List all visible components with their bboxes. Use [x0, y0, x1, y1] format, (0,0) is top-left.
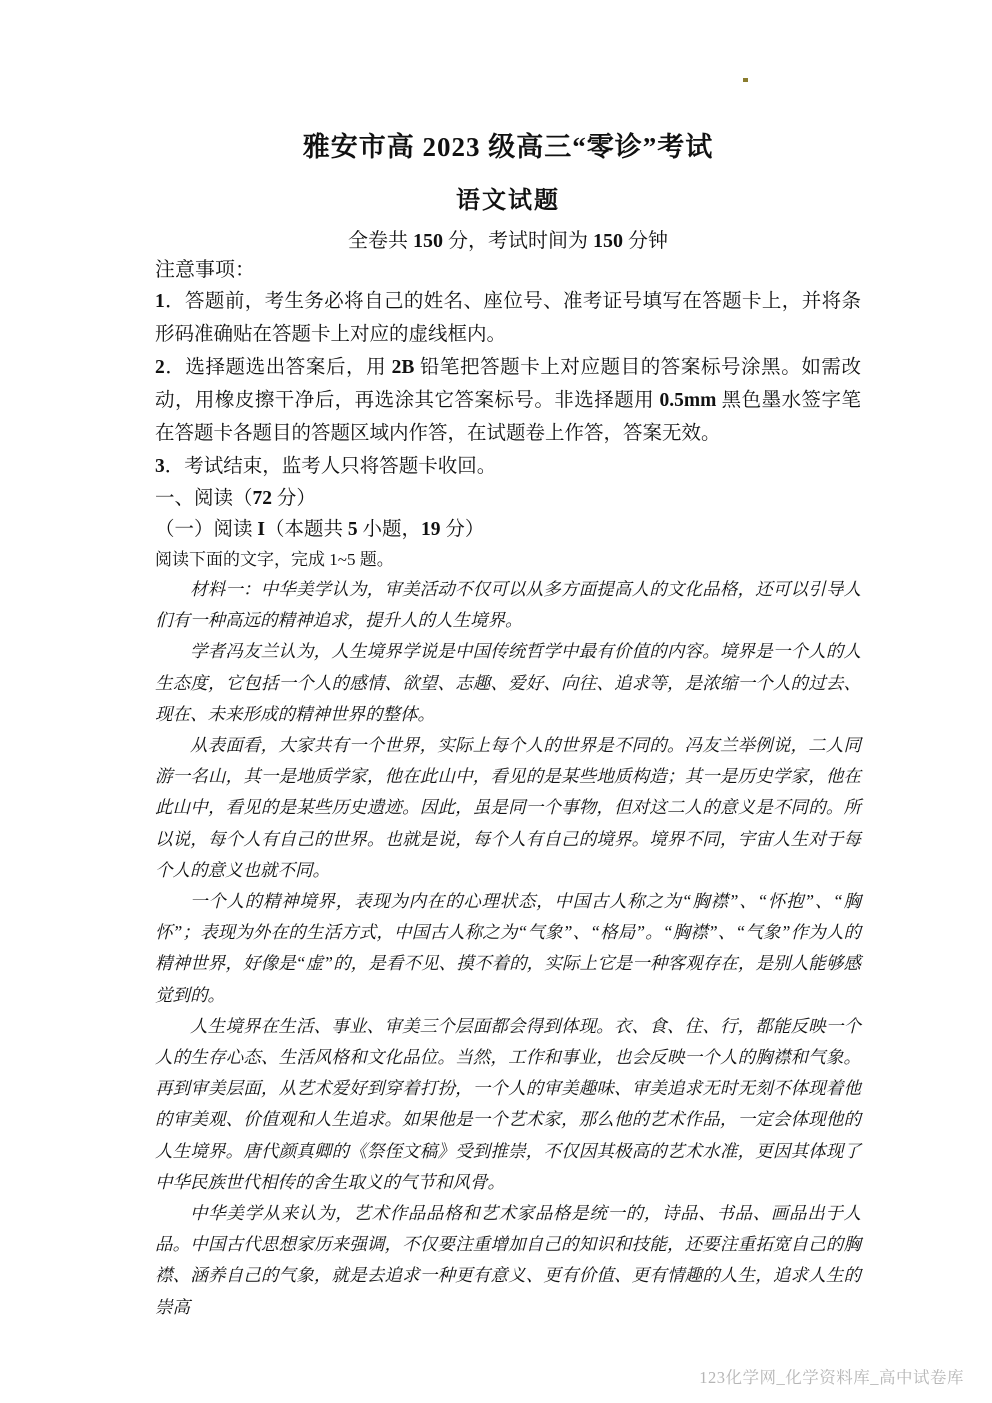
page-content: [155, 118, 861, 1323]
score-line: 全卷共 150 分，考试时间为 150 分钟: [348, 230, 668, 252]
notes-heading: 注意事项：: [155, 259, 255, 281]
material-paragraph-2: 学者冯友兰认为，人生境界学说是中国传统哲学中最有价值的内容。境界是一个人的人生态度，它包括一个人的感情、欲望、志趣、爱好、向往、追求等，是浓缩一个人的过去、现在、未来形成的精神世界的整体。: [155, 641, 861, 724]
notice-item-2: 2．选择题选出答案后，用 2B 铅笔把答题卡上对应题目的答案标号涂黑。如需改动，用橡皮擦干净后，再选涂其它答案标号。非选择题用 0.5mm 黑色墨水签字笔在答题卡各题目的答题区域内作答，在试题卷上作答，答案无效。: [155, 357, 861, 444]
notice-item-1: 1．答题前，考生务必将自己的姓名、座位号、准考证号填写在答题卡上，并将条形码准确贴在答题卡上对应的虚线框内。: [155, 291, 861, 345]
exam-title: 雅安市高 2023 级高三“零诊”考试: [302, 132, 714, 162]
subsection-heading-reading-1: （一）阅读 I（本题共 5 小题，19 分）: [155, 519, 485, 540]
watermark-footer: 123化学网_化学资料库_高中试卷库: [699, 1368, 964, 1387]
exam-subject-title: 语文试题: [456, 188, 560, 214]
reading-instruction: 阅读下面的文字，完成 1~5 题。: [155, 550, 394, 569]
scan-artifact-dot: [743, 78, 748, 82]
material-paragraph-1: 材料一：中华美学认为，审美活动不仅可以从多方面提高人的文化品格，还可以引导人们有一种高远的精神追求，提升人的人生境界。: [155, 579, 861, 631]
material-paragraph-5: 人生境界在生活、事业、审美三个层面都会得到体现。衣、食、住、行，都能反映一个人的生存心态、生活风格和文化品位。当然，工作和事业，也会反映一个人的胸襟和气象。再到审美层面，从艺术爱好到穿着打扮，一个人的审美趣味、审美追求无时无刻不体现着他的审美观、价值观和人生追求。如果他是一个艺术家，那么他的艺术作品，一定会体现他的人生境界。唐代颜真卿的《祭侄文稿》受到推崇，不仅因其极高的艺术水准，更因其体现了中华民族世代相传的舍生取义的气节和风骨。: [155, 1015, 861, 1192]
material-paragraph-3: 从表面看，大家共有一个世界，实际上每个人的世界是不同的。冯友兰举例说，二人同游一名山，其一是地质学家，他在此山中，看见的是某些地质构造；其一是历史学家，他在此山中，看见的是某些历史遗迹。因此，虽是同一个事物，但对这二人的意义是不同的。所以说，每个人有自己的世界。也就是说，每个人有自己的境界。境界不同，宇宙人生对于每个人的意义也就不同。: [155, 735, 861, 880]
section-heading-reading: 一、阅读（72 分）: [155, 488, 316, 509]
material-paragraph-6: 中华美学从来认为，艺术作品品格和艺术家品格是统一的，诗品、书品、画品出于人品。中国古代思想家历来强调，不仅要注重增加自己的知识和技能，还要注重拓宽自己的胸襟、涵养自己的气象，就是去追求一种更有意义、更有价值、更有情趣的人生，追求人生的崇高: [155, 1203, 861, 1317]
material-paragraph-4: 一个人的精神境界，表现为内在的心理状态，中国古人称之为“胸襟”、“怀抱”、“胸怀”；表现为外在的生活方式，中国古人称之为“气象”、“格局”。“胸襟”、“气象”作为人的精神世界，好像是“虚”的，是看不见、摸不着的，实际上它是一种客观存在，是别人能够感觉到的。: [155, 891, 861, 1005]
notice-item-3: 3．考试结束，监考人只将答题卡收回。: [155, 456, 497, 477]
